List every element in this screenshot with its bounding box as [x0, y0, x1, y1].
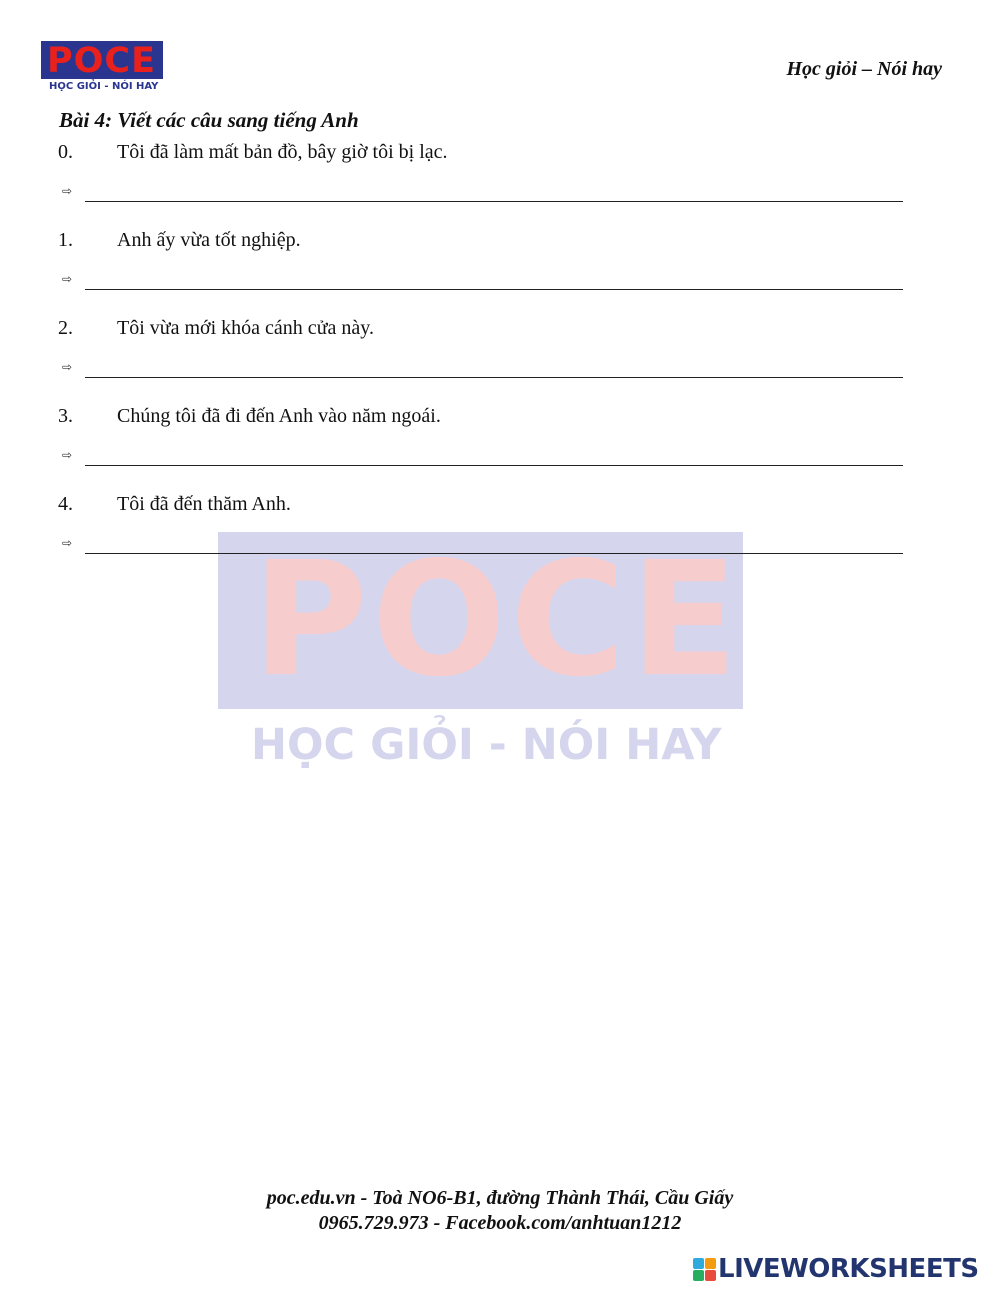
footer-contact: 0965.729.973 - Facebook.com/anhtuan1212 — [318, 1212, 682, 1234]
watermark-word: POCE — [252, 528, 742, 712]
item-prompt: Tôi đã đến thăm Anh. — [117, 493, 291, 515]
answer-arrow-icon: ⇨ — [62, 184, 73, 198]
answer-line[interactable] — [85, 465, 903, 466]
answer-arrow-icon: ⇨ — [62, 536, 73, 550]
answer-arrow-icon: ⇨ — [62, 448, 73, 462]
logo-tagline: HỌC GIỎI - NÓI HAY — [49, 81, 159, 92]
footer-address: poc.edu.vn - Toà NO6-B1, đường Thành Thái, Cầu Giấy — [266, 1187, 734, 1209]
item-number: 0. — [58, 141, 73, 163]
item-prompt: Anh ấy vừa tốt nghiệp. — [117, 229, 301, 251]
answer-arrow-icon: ⇨ — [62, 272, 73, 286]
item-number: 3. — [58, 405, 73, 427]
item-prompt: Tôi đã làm mất bản đồ, bây giờ tôi bị lạc. — [117, 141, 448, 163]
exercise-item — [58, 493, 918, 573]
item-number: 2. — [58, 317, 73, 339]
answer-arrow-icon: ⇨ — [62, 360, 73, 374]
exercise-item — [58, 141, 918, 221]
item-prompt: Tôi vừa mới khóa cánh cửa này. — [117, 317, 374, 339]
item-number: 1. — [58, 229, 73, 251]
answer-line[interactable] — [85, 377, 903, 378]
exercise-title: Bài 4: Viết các câu sang tiếng Anh — [59, 108, 359, 132]
exercise-item — [58, 317, 918, 397]
exercise-item — [58, 405, 918, 485]
item-prompt: Chúng tôi đã đi đến Anh vào năm ngoái. — [117, 405, 441, 427]
item-number: 4. — [58, 493, 73, 515]
logo-word: POCE — [47, 41, 156, 81]
poce-logo — [41, 41, 167, 95]
watermark-tagline: HỌC GIỎI - NÓI HAY — [251, 720, 722, 770]
answer-line[interactable] — [85, 201, 903, 202]
exercise-item — [58, 229, 918, 309]
header-slogan: Học giỏi – Nói hay — [786, 58, 942, 80]
answer-line[interactable] — [85, 289, 903, 290]
liveworksheets-brand[interactable] — [693, 1254, 993, 1284]
answer-line[interactable] — [85, 553, 903, 554]
liveworksheets-name: LIVEWORKSHEETS — [718, 1254, 979, 1284]
liveworksheets-icon — [693, 1258, 717, 1282]
